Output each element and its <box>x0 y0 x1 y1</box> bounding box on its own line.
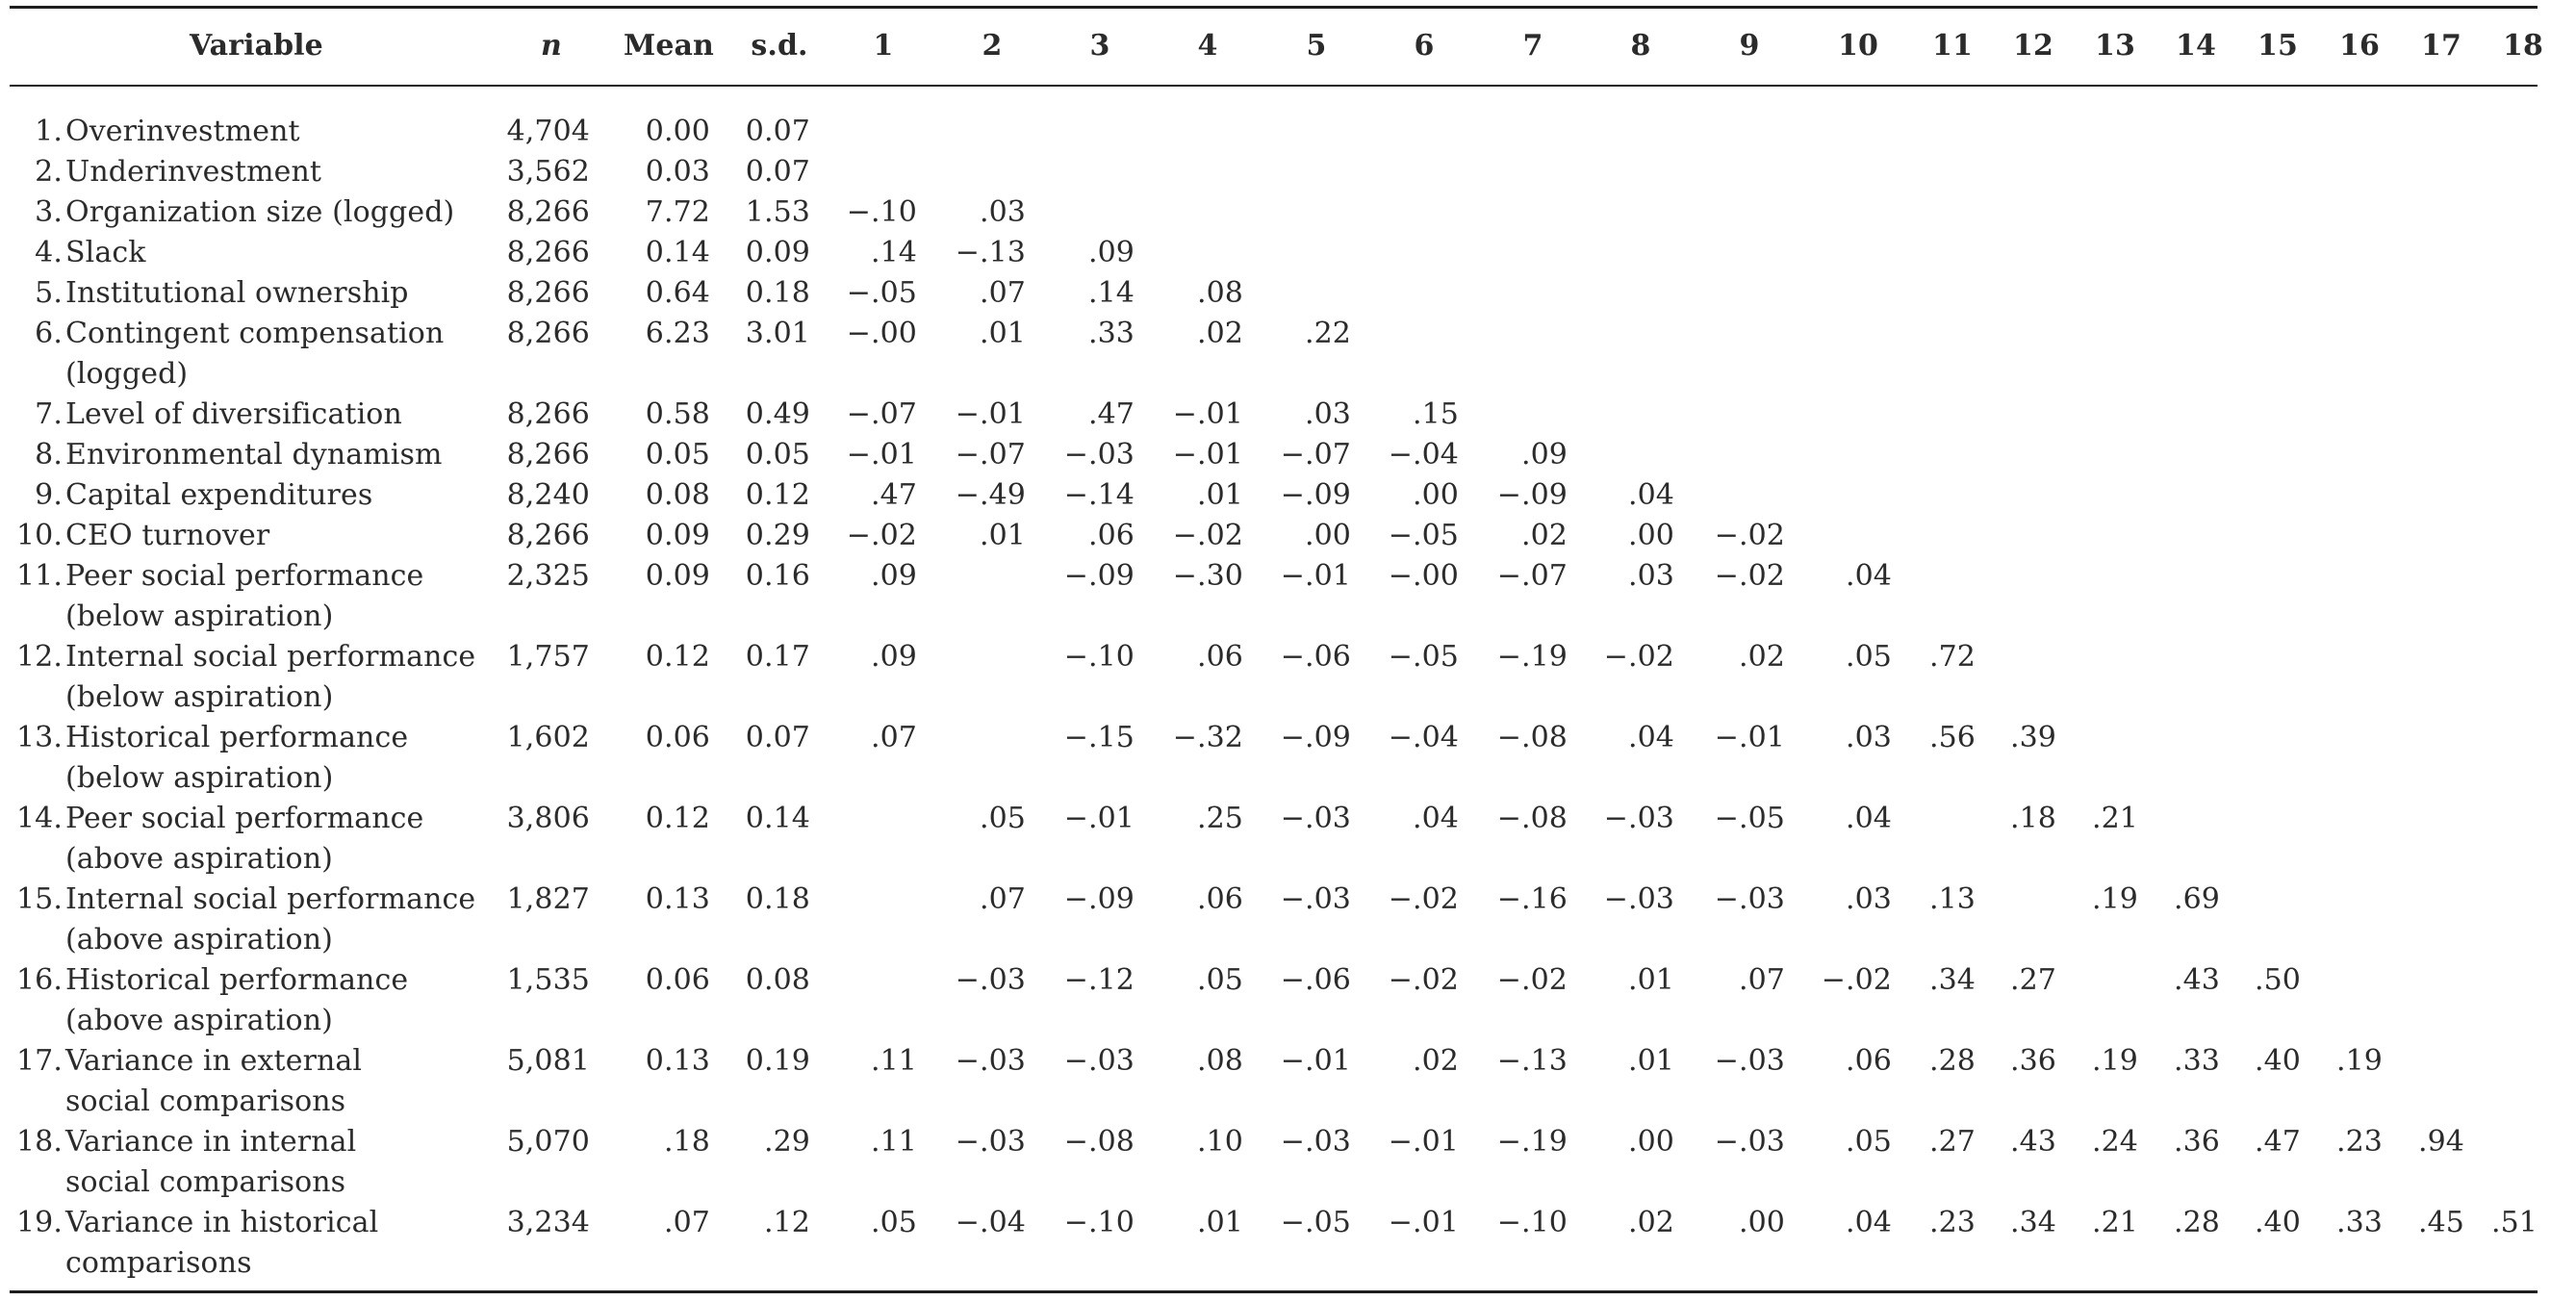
correlation-value: −.09 <box>1280 721 1351 754</box>
correlation-value: −.02 <box>1388 882 1459 916</box>
correlation-value: −.03 <box>1063 1044 1135 1078</box>
row-number: 13. <box>15 721 63 754</box>
correlation-value: −.13 <box>1496 1044 1568 1078</box>
variable-label: Institutional ownership <box>65 276 409 310</box>
correlation-value: −.19 <box>1496 640 1568 674</box>
correlation-value: .00 <box>1304 519 1351 552</box>
variable-label: Historical performance <box>65 963 409 997</box>
row-number: 12. <box>15 640 63 674</box>
sd-value: 0.14 <box>745 802 810 835</box>
correlation-value: .34 <box>1928 963 1976 997</box>
correlation-value: −.03 <box>955 963 1026 997</box>
column-header: 3 <box>1089 29 1110 63</box>
correlation-value: .03 <box>1845 882 1892 916</box>
correlation-value: .06 <box>1196 882 1243 916</box>
correlation-value: .01 <box>1627 963 1674 997</box>
sd-value: .12 <box>763 1206 810 1239</box>
correlation-value: −.01 <box>1280 559 1351 593</box>
correlation-value: .07 <box>979 882 1026 916</box>
mean-value: .07 <box>663 1206 710 1239</box>
row-number: 15. <box>15 882 63 916</box>
correlation-value: −.01 <box>1714 721 1785 754</box>
correlation-value: .21 <box>2091 1206 2138 1239</box>
column-header: 2 <box>982 29 1003 63</box>
correlation-value: −.03 <box>1714 1125 1785 1159</box>
correlation-value: .02 <box>1196 317 1243 350</box>
mean-value: 0.13 <box>645 882 710 916</box>
row-number: 7. <box>35 397 63 431</box>
variable-label: Internal social performance <box>65 640 476 674</box>
n-value: 3,562 <box>506 155 590 189</box>
correlation-value: .07 <box>979 276 1026 310</box>
n-value: 8,266 <box>506 317 590 350</box>
correlation-value: −.03 <box>1280 882 1351 916</box>
correlation-value: .04 <box>1845 802 1892 835</box>
variable-label: Organization size (logged) <box>65 195 455 229</box>
correlation-value: .09 <box>1087 236 1135 269</box>
correlation-value: .02 <box>1738 640 1785 674</box>
correlation-value: −.04 <box>955 1206 1026 1239</box>
bottom-rule <box>10 1290 2538 1293</box>
correlation-value: −.15 <box>1063 721 1135 754</box>
sd-value: 0.16 <box>745 559 810 593</box>
correlation-value: .34 <box>2009 1206 2056 1239</box>
column-header: 13 <box>2095 29 2135 63</box>
correlation-value: .51 <box>2490 1206 2538 1239</box>
row-number: 18. <box>15 1125 63 1159</box>
sd-value: 0.49 <box>745 397 810 431</box>
variable-label: Peer social performance <box>65 559 424 593</box>
correlation-value: .25 <box>1196 802 1243 835</box>
sd-value: 0.29 <box>745 519 810 552</box>
correlation-value: .33 <box>1087 317 1135 350</box>
n-value: 8,266 <box>506 276 590 310</box>
row-number: 9. <box>35 478 63 512</box>
correlation-value: −.03 <box>955 1125 1026 1159</box>
column-header: Mean <box>624 29 714 63</box>
correlation-value: −.03 <box>1603 882 1674 916</box>
correlation-value: −.01 <box>1388 1206 1459 1239</box>
correlation-value: .50 <box>2254 963 2301 997</box>
n-value: 8,266 <box>506 195 590 229</box>
correlation-value: −.01 <box>1063 802 1135 835</box>
correlation-value: .14 <box>1087 276 1135 310</box>
correlation-value: .05 <box>1845 640 1892 674</box>
correlation-value: .47 <box>2254 1125 2301 1159</box>
correlation-value: −.04 <box>1388 438 1459 472</box>
row-number: 3. <box>35 195 63 229</box>
variable-label: Environmental dynamism <box>65 438 443 472</box>
mean-value: 0.03 <box>645 155 710 189</box>
correlation-value: −.02 <box>1603 640 1674 674</box>
column-header: 17 <box>2421 29 2461 63</box>
mean-value: 0.05 <box>645 438 710 472</box>
correlation-value: .24 <box>2091 1125 2138 1159</box>
mean-value: 7.72 <box>645 195 710 229</box>
n-value: 5,070 <box>506 1125 590 1159</box>
correlation-value: .36 <box>2173 1125 2220 1159</box>
n-value: 1,602 <box>506 721 590 754</box>
correlation-value: −.06 <box>1280 640 1351 674</box>
correlation-value: −.16 <box>1496 882 1568 916</box>
correlation-value: −.05 <box>1388 519 1459 552</box>
row-number: 5. <box>35 276 63 310</box>
variable-label: Level of diversification <box>65 397 402 431</box>
variable-label: Variance in external <box>65 1044 363 1078</box>
correlation-value: −.10 <box>1063 1206 1135 1239</box>
variable-label: (above aspiration) <box>65 923 333 957</box>
correlation-value: .09 <box>870 640 917 674</box>
correlation-value: −.01 <box>846 438 917 472</box>
row-number: 1. <box>35 115 63 148</box>
correlation-value: −.04 <box>1388 721 1459 754</box>
sd-value: 0.17 <box>745 640 810 674</box>
sd-value: 0.05 <box>745 438 810 472</box>
correlation-value: .22 <box>1304 317 1351 350</box>
row-number: 2. <box>35 155 63 189</box>
correlation-value: .02 <box>1627 1206 1674 1239</box>
correlation-value: −.09 <box>1063 882 1135 916</box>
correlation-value: .15 <box>1412 397 1459 431</box>
variable-label: Peer social performance <box>65 802 424 835</box>
correlation-value: .04 <box>1627 478 1674 512</box>
correlation-value: −.01 <box>1172 397 1243 431</box>
correlation-value: .06 <box>1845 1044 1892 1078</box>
column-header: 4 <box>1197 29 1218 63</box>
correlation-value: .56 <box>1928 721 1976 754</box>
sd-value: 0.18 <box>745 882 810 916</box>
correlation-value: −.05 <box>1280 1206 1351 1239</box>
column-header: 5 <box>1306 29 1327 63</box>
correlation-value: .69 <box>2173 882 2220 916</box>
n-value: 8,240 <box>506 478 590 512</box>
variable-label: Variance in historical <box>65 1206 379 1239</box>
correlation-value: −.12 <box>1063 963 1135 997</box>
correlation-value: .09 <box>1520 438 1568 472</box>
correlation-value: .03 <box>1304 397 1351 431</box>
row-number: 8. <box>35 438 63 472</box>
correlation-value: .08 <box>1196 1044 1243 1078</box>
n-value: 1,757 <box>506 640 590 674</box>
correlation-value: −.03 <box>1714 882 1785 916</box>
n-value: 8,266 <box>506 519 590 552</box>
correlation-value: −.03 <box>1280 1125 1351 1159</box>
correlation-value: .33 <box>2335 1206 2383 1239</box>
correlation-value: .05 <box>1845 1125 1892 1159</box>
correlation-value: −.10 <box>846 195 917 229</box>
column-header: 11 <box>1932 29 1973 63</box>
correlation-value: −.07 <box>846 397 917 431</box>
correlation-value: −.03 <box>1280 802 1351 835</box>
column-header: 7 <box>1522 29 1543 63</box>
correlation-value: −.01 <box>1388 1125 1459 1159</box>
sd-value: 0.18 <box>745 276 810 310</box>
correlation-value: −.08 <box>1063 1125 1135 1159</box>
correlation-value: .03 <box>979 195 1026 229</box>
variable-label: (above aspiration) <box>65 842 333 876</box>
correlation-value: .09 <box>870 559 917 593</box>
correlation-value: −.01 <box>955 397 1026 431</box>
correlation-value: .06 <box>1087 519 1135 552</box>
variable-label: CEO turnover <box>65 519 270 552</box>
correlation-value: −.00 <box>1388 559 1459 593</box>
correlation-value: .40 <box>2254 1044 2301 1078</box>
top-rule <box>10 6 2538 9</box>
n-value: 1,827 <box>506 882 590 916</box>
correlation-value: .02 <box>1520 519 1568 552</box>
correlation-value: .28 <box>1928 1044 1976 1078</box>
correlation-value: .03 <box>1845 721 1892 754</box>
correlation-value: .05 <box>1196 963 1243 997</box>
variable-label: Overinvestment <box>65 115 300 148</box>
correlation-value: −.07 <box>955 438 1026 472</box>
correlation-value: −.08 <box>1496 802 1568 835</box>
correlation-value: .04 <box>1845 1206 1892 1239</box>
column-header: 9 <box>1739 29 1760 63</box>
variable-label: Underinvestment <box>65 155 322 189</box>
correlation-value: −.05 <box>1388 640 1459 674</box>
correlation-value: .27 <box>1928 1125 1976 1159</box>
column-header: n <box>541 29 562 63</box>
variable-label: Internal social performance <box>65 882 476 916</box>
correlation-value: −.02 <box>1714 559 1785 593</box>
correlation-value: −.01 <box>1280 1044 1351 1078</box>
sd-value: 1.53 <box>745 195 810 229</box>
mean-value: 0.00 <box>645 115 710 148</box>
sd-value: 0.19 <box>745 1044 810 1078</box>
row-number: 17. <box>15 1044 63 1078</box>
correlation-value: .11 <box>870 1125 917 1159</box>
correlation-value: .45 <box>2417 1206 2464 1239</box>
correlation-value: .33 <box>2173 1044 2220 1078</box>
correlation-value: .01 <box>1196 478 1243 512</box>
correlation-value: −.03 <box>1603 802 1674 835</box>
sd-value: 0.09 <box>745 236 810 269</box>
mean-value: 0.13 <box>645 1044 710 1078</box>
correlation-value: −.13 <box>955 236 1026 269</box>
variable-label: (below aspiration) <box>65 680 334 714</box>
correlation-value: −.03 <box>1714 1044 1785 1078</box>
variable-label: (above aspiration) <box>65 1004 333 1037</box>
sd-value: 0.07 <box>745 721 810 754</box>
correlation-value: −.07 <box>1496 559 1568 593</box>
variable-label: comparisons <box>65 1246 252 1280</box>
header-rule <box>10 85 2538 87</box>
correlation-value: .43 <box>2173 963 2220 997</box>
n-value: 1,535 <box>506 963 590 997</box>
mean-value: 0.09 <box>645 559 710 593</box>
correlation-value: .03 <box>1627 559 1674 593</box>
n-value: 3,806 <box>506 802 590 835</box>
column-header: 6 <box>1414 29 1435 63</box>
correlation-value: −.03 <box>955 1044 1026 1078</box>
mean-value: 0.09 <box>645 519 710 552</box>
mean-value: 0.06 <box>645 721 710 754</box>
correlation-value: −.03 <box>1063 438 1135 472</box>
correlation-value: −.07 <box>1280 438 1351 472</box>
column-header: Variable <box>190 29 323 63</box>
correlation-value: .00 <box>1412 478 1459 512</box>
correlation-value: .04 <box>1845 559 1892 593</box>
sd-value: 0.07 <box>745 155 810 189</box>
correlation-value: −.02 <box>1496 963 1568 997</box>
row-number: 6. <box>35 317 63 350</box>
correlation-value: −.02 <box>1388 963 1459 997</box>
correlation-value: .07 <box>1738 963 1785 997</box>
correlation-value: .04 <box>1412 802 1459 835</box>
mean-value: 0.08 <box>645 478 710 512</box>
mean-value: 0.12 <box>645 640 710 674</box>
correlation-value: −.14 <box>1063 478 1135 512</box>
correlation-value: −.02 <box>1714 519 1785 552</box>
correlation-value: .19 <box>2091 1044 2138 1078</box>
mean-value: 0.58 <box>645 397 710 431</box>
variable-label: Capital expenditures <box>65 478 373 512</box>
correlation-value: −.09 <box>1496 478 1568 512</box>
correlation-value: −.00 <box>846 317 917 350</box>
row-number: 10. <box>15 519 63 552</box>
correlation-value: .14 <box>870 236 917 269</box>
correlation-value: .23 <box>2335 1125 2383 1159</box>
correlation-value: .23 <box>1928 1206 1976 1239</box>
correlation-value: −.30 <box>1172 559 1243 593</box>
variable-label: Historical performance <box>65 721 409 754</box>
row-number: 14. <box>15 802 63 835</box>
row-number: 19. <box>15 1206 63 1239</box>
variable-label: social comparisons <box>65 1084 346 1118</box>
correlation-value: .13 <box>1928 882 1976 916</box>
mean-value: 0.64 <box>645 276 710 310</box>
correlation-value: .21 <box>2091 802 2138 835</box>
sd-value: 0.12 <box>745 478 810 512</box>
sd-value: .29 <box>763 1125 810 1159</box>
correlation-value: .39 <box>2009 721 2056 754</box>
correlation-value: .94 <box>2417 1125 2464 1159</box>
column-header: 8 <box>1630 29 1651 63</box>
column-header: 1 <box>873 29 894 63</box>
correlation-value: .08 <box>1196 276 1243 310</box>
row-number: 4. <box>35 236 63 269</box>
column-header: s.d. <box>751 29 808 63</box>
n-value: 4,704 <box>506 115 590 148</box>
correlation-value: −.08 <box>1496 721 1568 754</box>
variable-label: (logged) <box>65 357 189 391</box>
correlation-value: −.02 <box>846 519 917 552</box>
correlation-value: .43 <box>2009 1125 2056 1159</box>
correlation-value: .01 <box>1627 1044 1674 1078</box>
correlation-value: −.19 <box>1496 1125 1568 1159</box>
correlation-value: .01 <box>979 317 1026 350</box>
variable-label: (below aspiration) <box>65 761 334 795</box>
column-header: 16 <box>2339 29 2380 63</box>
correlation-value: .40 <box>2254 1206 2301 1239</box>
correlation-value: .36 <box>2009 1044 2056 1078</box>
correlation-value: −.05 <box>1714 802 1785 835</box>
row-number: 16. <box>15 963 63 997</box>
column-header: 12 <box>2013 29 2053 63</box>
correlation-value: .04 <box>1627 721 1674 754</box>
correlation-value: .06 <box>1196 640 1243 674</box>
column-header: 10 <box>1838 29 1878 63</box>
n-value: 8,266 <box>506 236 590 269</box>
correlation-value: .18 <box>2009 802 2056 835</box>
correlation-value: −.02 <box>1172 519 1243 552</box>
variable-label: social comparisons <box>65 1165 346 1199</box>
n-value: 2,325 <box>506 559 590 593</box>
correlation-value: .01 <box>1196 1206 1243 1239</box>
correlation-value: −.49 <box>955 478 1026 512</box>
correlation-value: .00 <box>1627 1125 1674 1159</box>
correlation-value: .00 <box>1627 519 1674 552</box>
correlation-value: .05 <box>870 1206 917 1239</box>
correlation-value: .47 <box>870 478 917 512</box>
n-value: 8,266 <box>506 438 590 472</box>
correlation-value: .10 <box>1196 1125 1243 1159</box>
correlation-value: .02 <box>1412 1044 1459 1078</box>
correlation-value: −.09 <box>1063 559 1135 593</box>
n-value: 3,234 <box>506 1206 590 1239</box>
correlation-value: .07 <box>870 721 917 754</box>
correlation-value: −.09 <box>1280 478 1351 512</box>
variable-label: (below aspiration) <box>65 599 334 633</box>
variable-label: Slack <box>65 236 146 269</box>
column-header: 14 <box>2176 29 2216 63</box>
correlation-value: −.01 <box>1172 438 1243 472</box>
correlation-value: −.32 <box>1172 721 1243 754</box>
correlation-value: .28 <box>2173 1206 2220 1239</box>
mean-value: 0.12 <box>645 802 710 835</box>
mean-value: .18 <box>663 1125 710 1159</box>
variable-label: Contingent compensation <box>65 317 445 350</box>
correlation-value: .05 <box>979 802 1026 835</box>
column-header: 18 <box>2503 29 2543 63</box>
correlation-value: .11 <box>870 1044 917 1078</box>
correlation-value: .47 <box>1087 397 1135 431</box>
correlation-value: −.06 <box>1280 963 1351 997</box>
correlation-value: .27 <box>2009 963 2056 997</box>
correlation-value: .00 <box>1738 1206 1785 1239</box>
column-header: 15 <box>2257 29 2298 63</box>
sd-value: 0.08 <box>745 963 810 997</box>
n-value: 8,266 <box>506 397 590 431</box>
correlation-value: −.10 <box>1063 640 1135 674</box>
n-value: 5,081 <box>506 1044 590 1078</box>
mean-value: 6.23 <box>645 317 710 350</box>
sd-value: 0.07 <box>745 115 810 148</box>
correlation-value: .72 <box>1928 640 1976 674</box>
sd-value: 3.01 <box>745 317 810 350</box>
mean-value: 0.06 <box>645 963 710 997</box>
correlation-value: −.02 <box>1821 963 1892 997</box>
variable-label: Variance in internal <box>65 1125 357 1159</box>
row-number: 11. <box>15 559 63 593</box>
correlation-value: .19 <box>2335 1044 2383 1078</box>
correlation-value: −.05 <box>846 276 917 310</box>
correlation-value: .19 <box>2091 882 2138 916</box>
correlation-value: −.10 <box>1496 1206 1568 1239</box>
mean-value: 0.14 <box>645 236 710 269</box>
correlation-value: .01 <box>979 519 1026 552</box>
